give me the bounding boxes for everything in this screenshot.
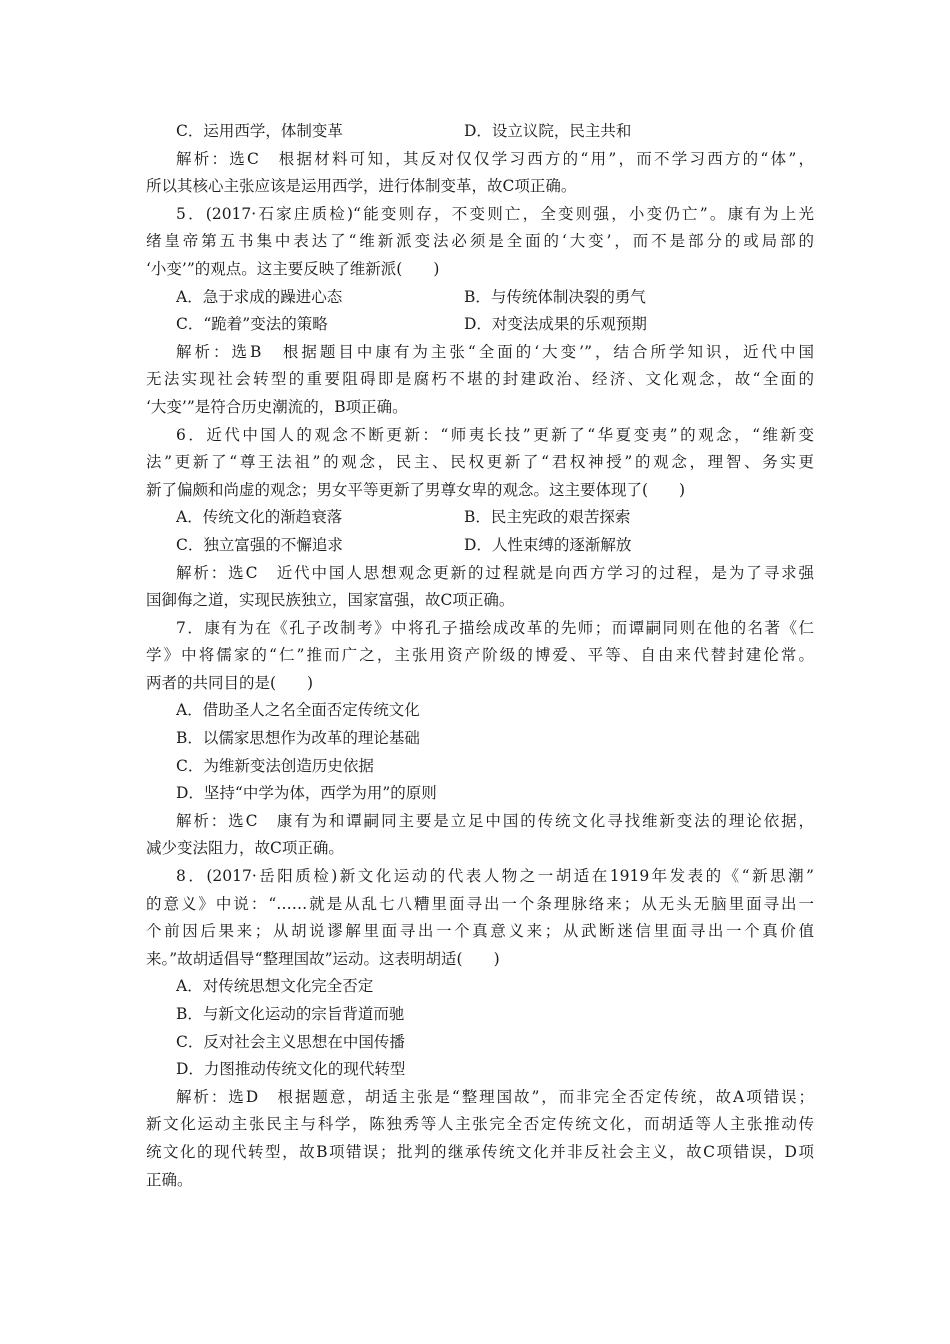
q6-options-ab bbox=[146, 504, 814, 532]
q6-option-d: D．人性束缚的逐渐解放 bbox=[464, 535, 632, 554]
q5-analysis-line-2: 无法实现社会转型的重要阻碍即是腐朽不堪的封建政治、经济、文化观念，故“全面的 bbox=[146, 370, 814, 389]
q8-stem-line-4: 来。”故胡适倡导“整理国故”运动。这表明胡适( ) bbox=[146, 949, 500, 968]
q5-option-b: B．与传统体制决裂的勇气 bbox=[464, 287, 646, 306]
q8-option-b: B．与新文化运动的宗旨背道而驰 bbox=[176, 1005, 405, 1023]
q6-stem-line-3: 新了偏颇和尚虚的观念；男女平等更新了男尊女卑的观念。这主要体现了( ) bbox=[146, 480, 686, 499]
q5-stem-line-1: 5．(2017·石家庄质检)“能变则存，不变则亡，全变则强，小变仍亡”。康有为上光 bbox=[176, 204, 814, 223]
q8-stem-line-2: 的意义》中说：“……就是从乱七八糟里面寻出一个条理脉络来；从无头无脑里面寻出一 bbox=[146, 894, 814, 913]
document-page bbox=[146, 118, 814, 1194]
q4-options-cd bbox=[146, 118, 814, 146]
q8-analysis-line-1: 解析：选D 根据题意，胡适主张是“整理国故”，而非完全否定传统，故A项错误； bbox=[176, 1087, 814, 1106]
q6-stem-line-2: 法”更新了“尊王法祖”的观念，民主、民权更新了“君权神授”的观念，理智、务实更 bbox=[146, 453, 814, 472]
q5-analysis-line-1: 解析：选B 根据题目中康有为主张“全面的‘大变’”，结合所学知识，近代中国 bbox=[176, 342, 814, 361]
q8-analysis-line-2: 新文化运动主张民主与科学，陈独秀等人主张完全否定传统文化，而胡适等人主张推动传 bbox=[146, 1115, 814, 1134]
q7-analysis-line-2: 减少变法阻力，故C项正确。 bbox=[146, 839, 344, 858]
q5-stem-line-3: ‘小变’”的观点。这主要反映了维新派( ) bbox=[146, 259, 440, 278]
q7-stem-line-1: 7．康有为在《孔子改制考》中将孔子描绘成改革的先师；而谭嗣同则在他的名著《仁 bbox=[176, 618, 814, 637]
q8-analysis-line-3: 统文化的现代转型，故B项错误；批判的继承传统文化并非反社会主义，故C项错误，D项 bbox=[146, 1142, 814, 1161]
q7-stem-line-3: 两者的共同目的是( ) bbox=[146, 673, 314, 692]
q8-analysis-line-4: 正确。 bbox=[146, 1170, 193, 1189]
q7-stem-line-2: 学》中将儒家的“仁”推而广之，主张用资产阶级的博爱、平等、自由来代替封建伦常。 bbox=[146, 646, 814, 665]
q8-option-a: A．对传统思想文化完全否定 bbox=[176, 977, 374, 996]
q5-option-a: A．急于求成的躁进心态 bbox=[176, 287, 343, 306]
q6-stem-line-1: 6．近代中国人的观念不断更新：“师夷长技”更新了“华夏变夷”的观念，“维新变 bbox=[176, 425, 815, 444]
q5-stem-line-2: 绪皇帝第五书集中表达了“维新派变法必须是全面的‘大变’，而不是部分的或局部的 bbox=[146, 232, 814, 251]
q5-option-c: C．“跪着”变法的策略 bbox=[176, 315, 328, 334]
q5-options-ab bbox=[146, 284, 814, 312]
q7-option-b: B．以儒家思想作为改革的理论基础 bbox=[176, 729, 420, 748]
q8-option-d: D．力图推动传统文化的现代转型 bbox=[176, 1060, 406, 1079]
q4-analysis-line-2: 所以其核心主张应该是运用西学，进行体制变革，故C项正确。 bbox=[146, 177, 577, 196]
q5-option-d: D．对变法成果的乐观预期 bbox=[464, 315, 647, 334]
q6-analysis-line-2: 国御侮之道，实现民族独立，国家富强，故C项正确。 bbox=[146, 591, 515, 610]
q7-analysis-line-1: 解析：选C 康有为和谭嗣同主要是立足中国的传统文化寻找维新变法的理论依据， bbox=[176, 811, 814, 830]
q5-analysis-line-3: ‘大变’”是符合历史潮流的，B项正确。 bbox=[146, 397, 408, 416]
q6-option-b: B．民主宪政的艰苦探索 bbox=[464, 508, 631, 527]
q6-analysis-line-1: 解析：选C 近代中国人思想观念更新的过程就是向西方学习的过程，是为了寻求强 bbox=[176, 563, 814, 582]
q5-options-cd bbox=[146, 311, 814, 339]
q6-options-cd bbox=[146, 532, 814, 560]
q8-stem-line-3: 个前因后果来；从胡说谬解里面寻出一个真意义来；从武断迷信里面寻出一个真价值 bbox=[146, 922, 814, 941]
q8-option-c: C．反对社会主义思想在中国传播 bbox=[176, 1032, 405, 1051]
q7-option-a: A．借助圣人之名全面否定传统文化 bbox=[176, 701, 420, 720]
q6-option-c: C．独立富强的不懈追求 bbox=[176, 535, 343, 554]
q4-option-c: C．运用西学，体制变革 bbox=[176, 122, 343, 140]
q7-option-d: D．坚持“中学为体，西学为用”的原则 bbox=[176, 784, 437, 803]
q4-analysis-line-1: 解析：选C 根据材料可知，其反对仅仅学习西方的“用”，而不学习西方的“体”， bbox=[176, 149, 814, 168]
q7-option-c: C．为维新变法创造历史依据 bbox=[176, 756, 374, 775]
q6-option-a: A．传统文化的渐趋衰落 bbox=[176, 508, 343, 527]
q4-option-d: D．设立议院，民主共和 bbox=[464, 122, 632, 140]
q8-stem-line-1: 8．(2017·岳阳质检)新文化运动的代表人物之一胡适在1919年发表的《“新思潮” bbox=[176, 867, 814, 886]
